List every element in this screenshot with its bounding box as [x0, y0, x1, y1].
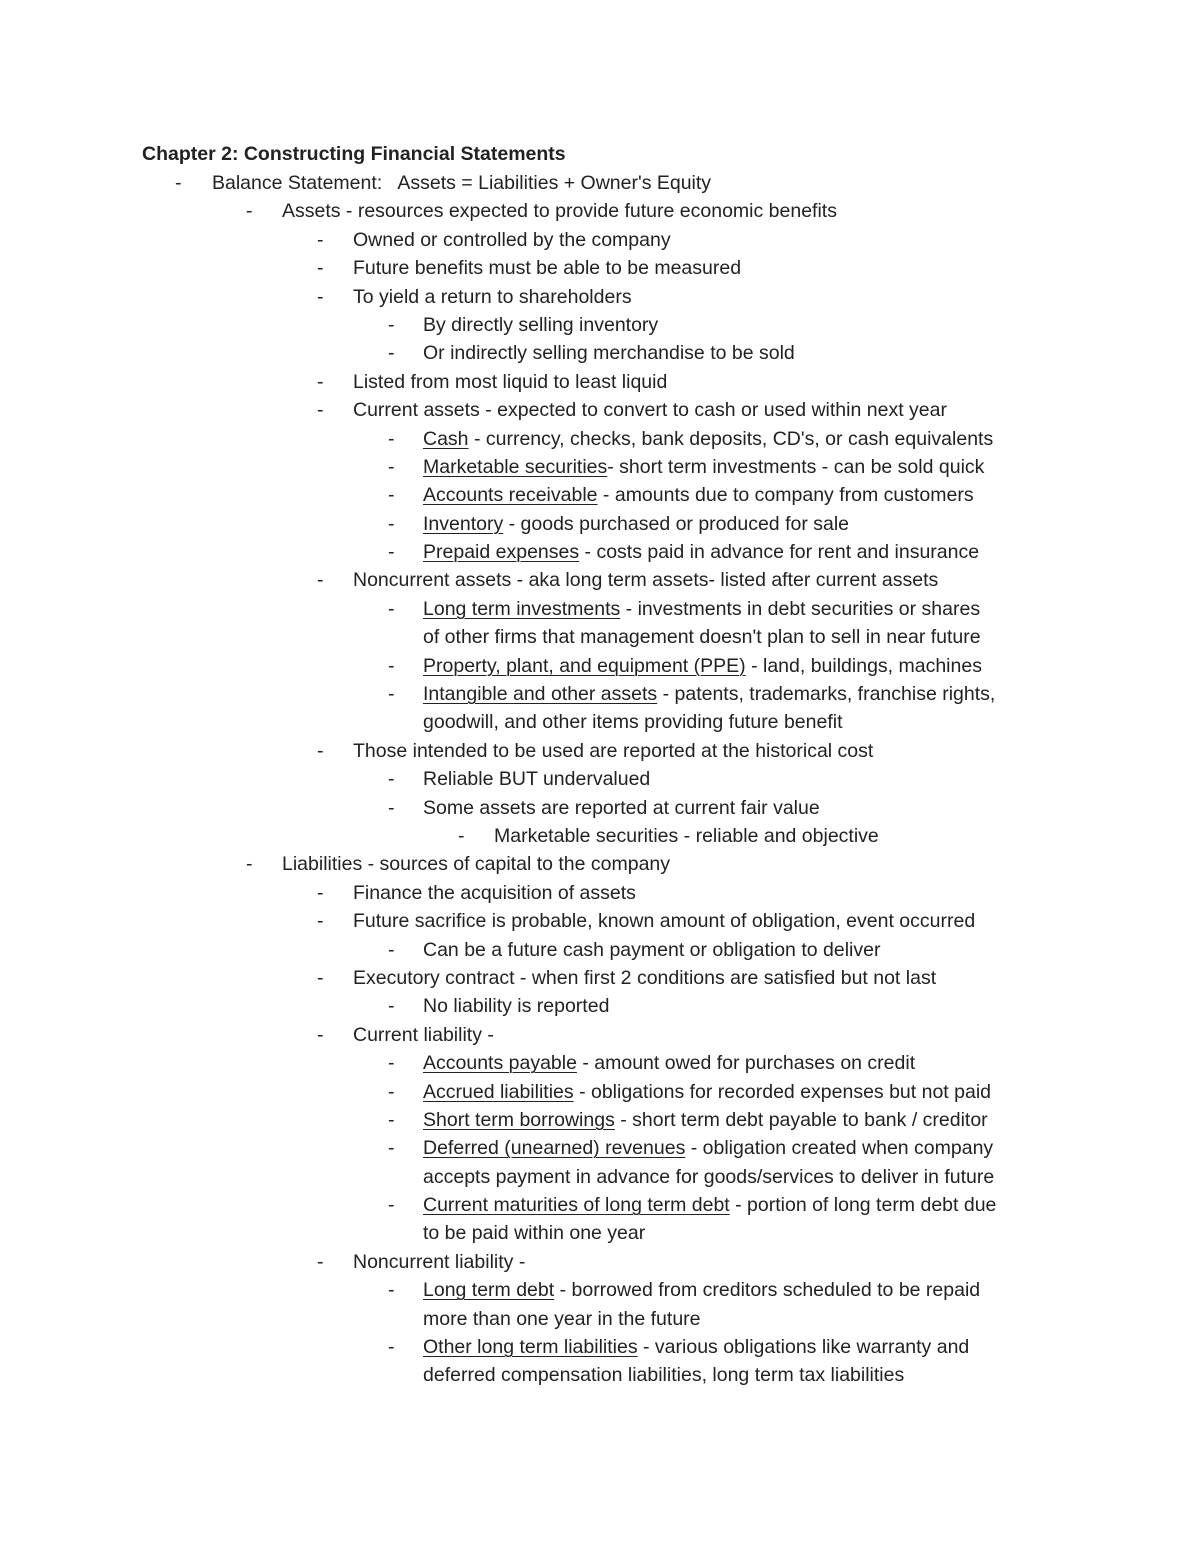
item-description: Can be a future cash payment or obligation to deliver: [423, 938, 881, 961]
item-description: to be paid within one year: [423, 1222, 646, 1245]
bullet-dash: -: [388, 796, 395, 819]
outline-text: [423, 765, 650, 793]
outline-text: [423, 936, 880, 964]
bullet-dash: -: [388, 455, 395, 478]
item-description: - short term investments - can be sold quick: [607, 455, 985, 478]
item-description: - amounts due to company from customers: [597, 484, 974, 507]
bullet-dash: -: [458, 824, 465, 847]
outline-item: [0, 680, 1200, 708]
outline-item: [0, 652, 1200, 680]
item-description: - costs paid in advance for rent and insurance: [579, 541, 980, 564]
item-description: - patents, trademarks, franchise rights,: [657, 683, 996, 706]
item-description: By directly selling inventory: [423, 313, 659, 336]
bullet-dash: -: [246, 853, 253, 876]
outline-item: [0, 1333, 1200, 1361]
outline-text: [423, 1106, 988, 1134]
key-term: Intangible and other assets: [423, 683, 658, 706]
bullet-dash: -: [246, 200, 253, 223]
item-description: - portion of long term debt due: [729, 1194, 997, 1217]
outline-text: [423, 1333, 969, 1361]
key-term: Accrued liabilities: [423, 1080, 574, 1103]
outline-text: [353, 566, 938, 594]
outline-text: [353, 879, 636, 907]
item-description: - various obligations like warranty and: [637, 1336, 970, 1359]
key-term: Accounts payable: [423, 1052, 577, 1075]
item-description: Assets - resources expected to provide future economic benefits: [282, 200, 837, 223]
outline-item: [0, 197, 1200, 225]
item-description: - borrowed from creditors scheduled to be repaid: [554, 1279, 981, 1302]
bullet-dash: -: [388, 654, 395, 677]
outline-item: [0, 453, 1200, 481]
outline-item: [0, 822, 1200, 850]
outline-text: [423, 1163, 994, 1191]
bullet-dash: -: [317, 399, 324, 422]
key-term: Long term debt: [423, 1279, 555, 1302]
item-description: deferred compensation liabilities, long term tax liabilities: [423, 1364, 905, 1387]
bullet-dash: -: [317, 257, 324, 280]
outline-text: [494, 822, 879, 850]
bullet-dash: -: [317, 739, 324, 762]
outline-item: [0, 879, 1200, 907]
outline-text: [282, 197, 837, 225]
outline-text: [423, 453, 984, 481]
outline-item-continuation: [0, 1305, 1200, 1333]
item-description: goodwill, and other items providing future benefit: [423, 711, 843, 734]
outline-text: [423, 339, 795, 367]
item-description: - goods purchased or produced for sale: [503, 512, 850, 535]
outline-item: [0, 907, 1200, 935]
outline-text: [423, 425, 993, 453]
outline-text: [423, 708, 843, 736]
item-description: Liabilities - sources of capital to the company: [282, 853, 671, 876]
bullet-dash: -: [317, 910, 324, 933]
bullet-dash: -: [388, 1080, 395, 1103]
outline-item: [0, 1106, 1200, 1134]
key-term: Inventory: [423, 512, 504, 535]
bullet-dash: -: [388, 597, 395, 620]
item-description: - obligations for recorded expenses but not paid: [573, 1080, 992, 1103]
key-term: Accounts receivable: [423, 484, 598, 507]
outline-item-continuation: [0, 1163, 1200, 1191]
outline-text: [423, 538, 979, 566]
item-description: more than one year in the future: [423, 1307, 701, 1330]
bullet-dash: -: [175, 172, 182, 194]
item-description: Reliable BUT undervalued: [423, 768, 651, 791]
bullet-dash: -: [317, 881, 324, 904]
item-description: - obligation created when company: [685, 1137, 994, 1160]
item-description: Listed from most liquid to least liquid: [353, 370, 668, 393]
outline-text: [423, 794, 820, 822]
bullet-dash: -: [388, 512, 395, 535]
outline-item-continuation: [0, 1219, 1200, 1247]
outline-item: [0, 481, 1200, 509]
outline-item: [0, 254, 1200, 282]
bullet-dash: -: [388, 995, 395, 1018]
outline-item: [0, 283, 1200, 311]
outline-item: [0, 964, 1200, 992]
outline-item-continuation: [0, 1361, 1200, 1389]
outline-text: [423, 1276, 980, 1304]
chapter-title: Chapter 2: Constructing Financial Statements: [142, 143, 566, 165]
bullet-dash: -: [388, 541, 395, 564]
outline-item: [0, 566, 1200, 594]
outline-item: [0, 1049, 1200, 1077]
bullet-dash: -: [388, 938, 395, 961]
item-description: - investments in debt securities or shares: [620, 597, 981, 620]
bullet-dash: -: [388, 313, 395, 336]
bullet-dash: -: [388, 1336, 395, 1359]
item-description: To yield a return to shareholders: [353, 285, 632, 308]
outline-text: [423, 481, 974, 509]
key-term: Prepaid expenses: [423, 541, 580, 564]
outline-item: [0, 226, 1200, 254]
notes-outline: [0, 169, 1200, 1390]
outline-item: [0, 169, 1200, 197]
outline-item: [0, 510, 1200, 538]
outline-item: [0, 794, 1200, 822]
outline-text: [212, 169, 711, 197]
bullet-dash: -: [317, 1023, 324, 1046]
outline-item: [0, 538, 1200, 566]
bullet-dash: -: [317, 370, 324, 393]
item-description: - short term debt payable to bank / creditor: [614, 1108, 988, 1131]
outline-text: [353, 1021, 494, 1049]
outline-text: [423, 1219, 645, 1247]
outline-text: [423, 311, 658, 339]
outline-text: [423, 510, 849, 538]
outline-text: [353, 1248, 525, 1276]
outline-item: [0, 595, 1200, 623]
bullet-dash: -: [317, 285, 324, 308]
bullet-dash: -: [388, 484, 395, 507]
outline-text: [423, 680, 995, 708]
item-description: Some assets are reported at current fair value: [423, 796, 820, 819]
outline-item: [0, 311, 1200, 339]
item-description: Finance the acquisition of assets: [353, 881, 636, 904]
item-description: Noncurrent assets - aka long term assets- listed after current assets: [353, 569, 939, 592]
bullet-dash: -: [317, 228, 324, 251]
outline-text: [423, 1361, 904, 1389]
bullet-dash: -: [388, 1279, 395, 1302]
outline-text: [282, 850, 670, 878]
outline-text: [423, 1191, 996, 1219]
outline-item: [0, 1078, 1200, 1106]
outline-item: [0, 765, 1200, 793]
bullet-dash: -: [388, 1108, 395, 1131]
outline-text: [353, 368, 667, 396]
item-description: of other firms that management doesn't plan to sell in near future: [423, 626, 981, 649]
outline-item: [0, 368, 1200, 396]
outline-text: [423, 992, 609, 1020]
outline-item: [0, 1191, 1200, 1219]
item-description: Balance Statement: Assets = Liabilities + Owner's Equity: [212, 172, 712, 194]
outline-text: [423, 1049, 915, 1077]
item-description: - amount owed for purchases on credit: [576, 1052, 916, 1075]
key-term: Property, plant, and equipment (PPE): [423, 654, 746, 677]
bullet-dash: -: [388, 1194, 395, 1217]
bullet-dash: -: [317, 1250, 324, 1273]
bullet-dash: -: [317, 966, 324, 989]
item-description: Owned or controlled by the company: [353, 228, 671, 251]
bullet-dash: -: [388, 768, 395, 791]
item-description: Executory contract - when first 2 conditions are satisfied but not last: [353, 966, 937, 989]
outline-item: [0, 1021, 1200, 1049]
item-description: Future sacrifice is probable, known amount of obligation, event occurred: [353, 910, 976, 933]
outline-item: [0, 936, 1200, 964]
item-description: Marketable securities - reliable and objective: [494, 824, 879, 847]
bullet-dash: -: [388, 683, 395, 706]
outline-text: [353, 907, 975, 935]
item-description: - land, buildings, machines: [745, 654, 982, 677]
bullet-dash: -: [388, 342, 395, 365]
outline-item-continuation: [0, 708, 1200, 736]
key-term: Current maturities of long term debt: [423, 1194, 730, 1217]
outline-text: [423, 623, 981, 651]
item-description: Current liability -: [353, 1023, 494, 1046]
outline-item: [0, 339, 1200, 367]
key-term: Marketable securities: [423, 455, 608, 478]
outline-item: [0, 992, 1200, 1020]
outline-text: [423, 1134, 993, 1162]
outline-item-continuation: [0, 623, 1200, 651]
item-description: Or indirectly selling merchandise to be sold: [423, 342, 795, 365]
outline-item: [0, 850, 1200, 878]
outline-text: [423, 595, 980, 623]
outline-text: [423, 1305, 701, 1333]
outline-text: [353, 226, 671, 254]
outline-item: [0, 1134, 1200, 1162]
item-description: Future benefits must be able to be measured: [353, 257, 742, 280]
outline-item: [0, 737, 1200, 765]
bullet-dash: -: [388, 1052, 395, 1075]
item-description: - currency, checks, bank deposits, CD's, or cash equivalents: [468, 427, 994, 450]
bullet-dash: -: [388, 1137, 395, 1160]
outline-text: [353, 964, 936, 992]
key-term: Other long term liabilities: [423, 1336, 638, 1359]
bullet-dash: -: [388, 427, 395, 450]
outline-text: [423, 1078, 991, 1106]
item-description: Those intended to be used are reported at the historical cost: [353, 739, 874, 762]
outline-item: [0, 396, 1200, 424]
key-term: Deferred (unearned) revenues: [423, 1137, 686, 1160]
item-description: accepts payment in advance for goods/services to deliver in future: [423, 1165, 995, 1188]
item-description: No liability is reported: [423, 995, 610, 1018]
outline-text: [423, 652, 982, 680]
bullet-dash: -: [317, 569, 324, 592]
key-term: Short term borrowings: [423, 1108, 615, 1131]
outline-text: [353, 283, 632, 311]
outline-text: [353, 396, 947, 424]
key-term: Cash: [423, 427, 469, 450]
outline-item: [0, 1248, 1200, 1276]
key-term: Long term investments: [423, 597, 621, 620]
outline-item: [0, 1276, 1200, 1304]
item-description: Noncurrent liability -: [353, 1250, 526, 1273]
outline-text: [353, 254, 741, 282]
outline-text: [353, 737, 873, 765]
item-description: Current assets - expected to convert to cash or used within next year: [353, 399, 947, 422]
outline-item: [0, 425, 1200, 453]
